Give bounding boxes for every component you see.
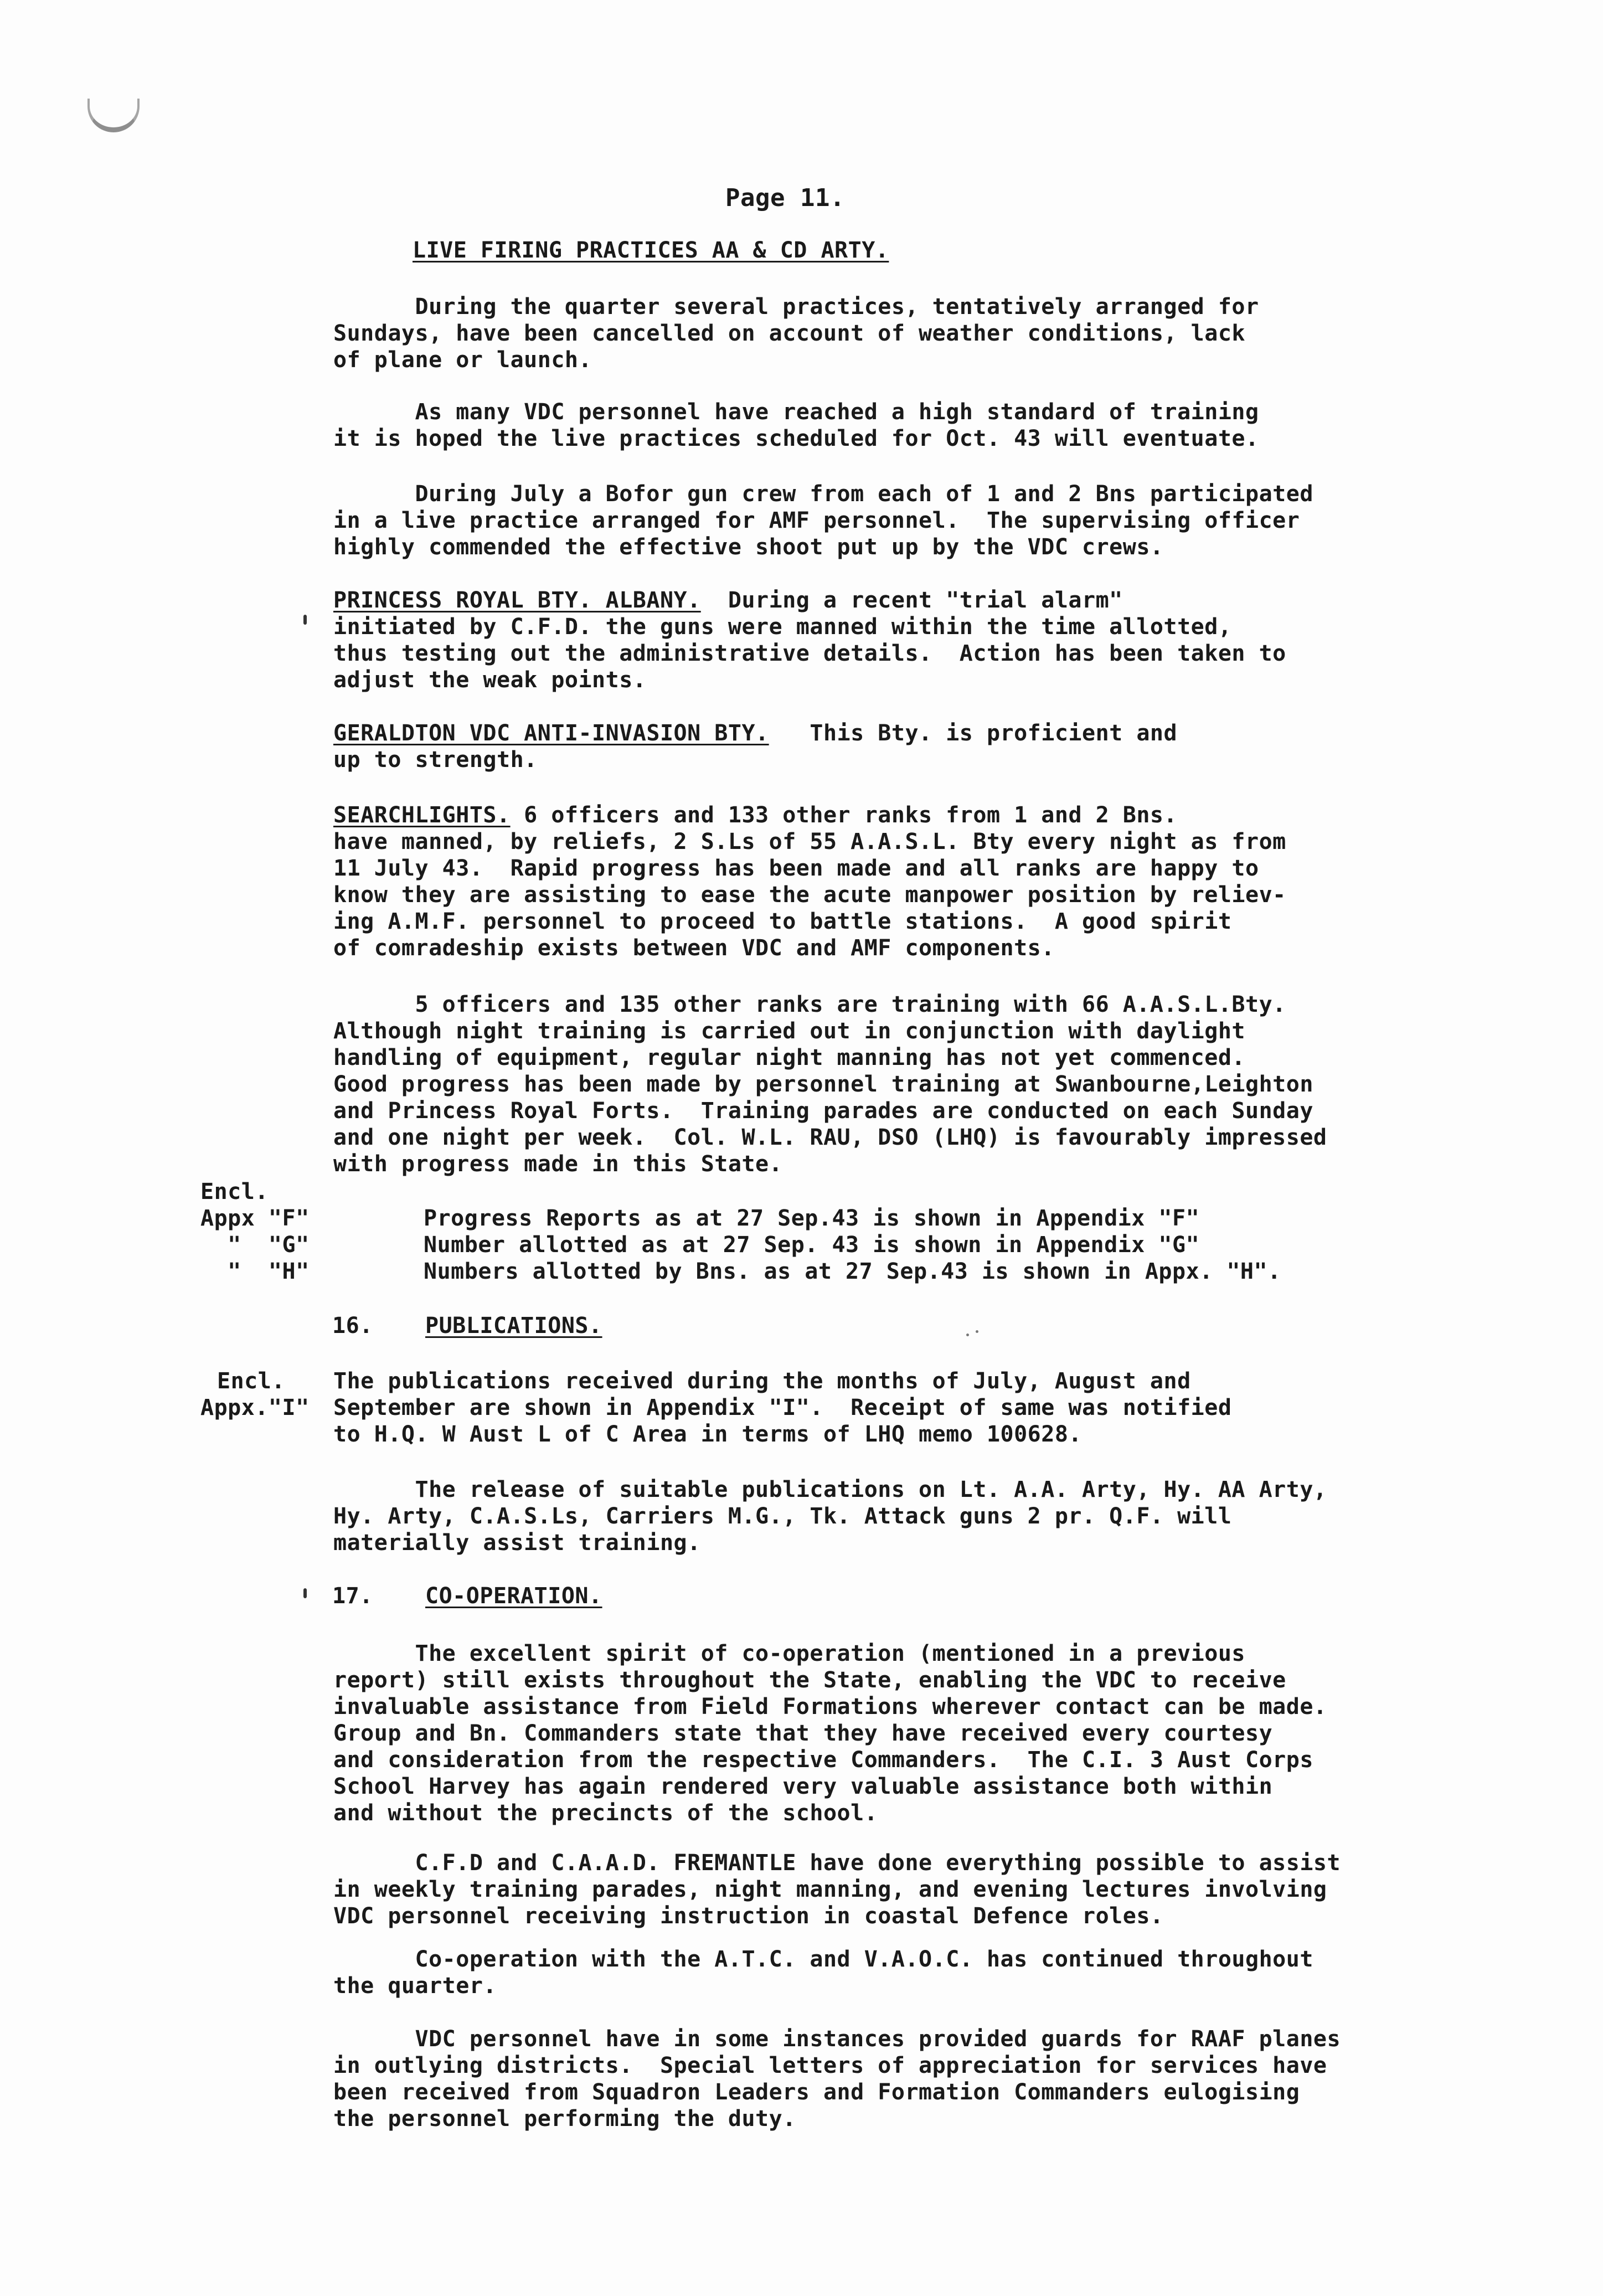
enclosure-text: Numbers allotted by Bns. as at 27 Sep.43 is shown in Appx. "H". [424, 1259, 1281, 1284]
paragraph-searchlights [333, 802, 1286, 961]
enclosure-label: Encl. [200, 1179, 269, 1204]
page-number: Page 11. [725, 184, 845, 212]
speck-mark [976, 1330, 978, 1333]
enclosure-text: Number allotted as at 27 Sep. 43 is shown in Appendix "G" [424, 1232, 1200, 1258]
paragraph-training-standard: As many VDC personnel have reached a high standard of training it is hoped the live practices scheduled for Oct. 43 will eventuate. [333, 399, 1259, 451]
enclosure-text: Progress Reports as at 27 Sep.43 is shown in Appendix "F" [424, 1206, 1200, 1231]
paragraph-cooperation: The excellent spirit of co-operation (mentioned in a previous report) still exists throughout the State, enabling the VDC to receive invaluable assistance from Field Formations wherever contact can be made. Group and Bn. Commanders state that they have received every courtesy and consideration from the respective Commanders. The C.I. 3 Aust Corps School Harvey has again rendered very valuable assistance both within and without the precincts of the school. [333, 1641, 1327, 1826]
paragraph-bofor-crew: During July a Bofor gun crew from each of 1 and 2 Bns participated in a live practice arranged for AMF personnel. The supervising officer highly commended the effective shoot put up by the VDC crews. [333, 481, 1313, 560]
section-16-title: PUBLICATIONS. [425, 1313, 602, 1339]
paragraph-practices: During the quarter several practices, tentatively arranged for Sundays, have been cancelled on account of weather conditions, lack of plane or launch. [333, 294, 1259, 373]
paragraph-cfd-fremantle: C.F.D and C.A.A.D. FREMANTLE have done everything possible to assist in weekly training parades, night manning, and evening lectures involving VDC personnel receiving instruction in coastal Defence roles. [333, 1850, 1341, 1929]
paragraph-aasl-training: 5 officers and 135 other ranks are training with 66 A.A.S.L.Bty. Although night training is carried out in conjunction with daylight handling of equipment, regular night manning has not yet commenced. Good progress has been made by personnel training at Swanbourne,Leighton and Princess Royal Forts. Training parades are conducted on each Sunday and one night per week. Col. W.L. RAU, DSO (LHQ) is favourably impressed with progress made in this State. [333, 992, 1327, 1177]
section-16-encl-appx: Appx."I" [200, 1395, 310, 1420]
section-16-number: 16. [332, 1313, 373, 1339]
section-17-number: 17. [332, 1583, 373, 1609]
paragraph-raaf-guards: VDC personnel have in some instances provided guards for RAAF planes in outlying districts. Special letters of appreciation for services have been received from Squadron Leaders and Formation Commanders eulogising the personnel performing the duty. [333, 2026, 1341, 2132]
margin-tick-mark [303, 615, 307, 625]
enclosure-appx: " "H" [200, 1259, 310, 1284]
speck-mark [966, 1334, 969, 1336]
princess-royal-heading: PRINCESS ROYAL BTY. ALBANY. [333, 588, 701, 613]
paragraph-publications: The publications received during the months of July, August and September are shown in Appendix "I". Receipt of same was notified to H.Q. W Aust L of C Area in terms of LHQ memo 100628. [333, 1368, 1232, 1447]
paragraph-atc-vaoc: Co-operation with the A.T.C. and V.A.O.C. has continued throughout the quarter. [333, 1947, 1313, 1999]
princess-royal-text: During a recent "trial alarm" initiated by C.F.D. the guns were manned within the time allotted, thus testing out the administrative details. Action has been taken to adjust the weak points. [333, 588, 1286, 693]
paragraph-princess-royal [333, 587, 1286, 693]
geraldton-text: This Bty. is proficient and up to strength. [333, 720, 1178, 773]
paragraph-publications-release: The release of suitable publications on Lt. A.A. Arty, Hy. AA Arty, Hy. Arty, C.A.S.Ls, Carriers M.G., Tk. Attack guns 2 pr. Q.F. will materially assist training. [333, 1477, 1327, 1556]
section-17-title: CO-OPERATION. [425, 1583, 602, 1609]
margin-tick-mark [303, 1588, 307, 1598]
paragraph-geraldton [333, 720, 1177, 773]
section-title: LIVE FIRING PRACTICES AA & CD ARTY. [413, 238, 889, 263]
section-16-encl-label: Encl. [217, 1368, 285, 1394]
enclosure-appx: Appx "F" [200, 1206, 310, 1231]
searchlights-heading: SEARCHLIGHTS. [333, 802, 511, 828]
geraldton-heading: GERALDTON VDC ANTI-INVASION BTY. [333, 720, 769, 746]
searchlights-text: 6 officers and 133 other ranks from 1 and 2 Bns. have manned, by reliefs, 2 S.Ls of 55 A.A.S.L. Bty every night as from 11 July 43. Rapid progress has been made and all ranks are happy to know they are assisting to ease the acute manpower position by reliev- ing A.M.F. personnel to proceed to battle stations. A good spirit of comradeship exists between VDC and AMF components. [333, 802, 1286, 961]
binding-hole-mark [87, 99, 140, 132]
enclosure-appx: " "G" [200, 1232, 310, 1258]
